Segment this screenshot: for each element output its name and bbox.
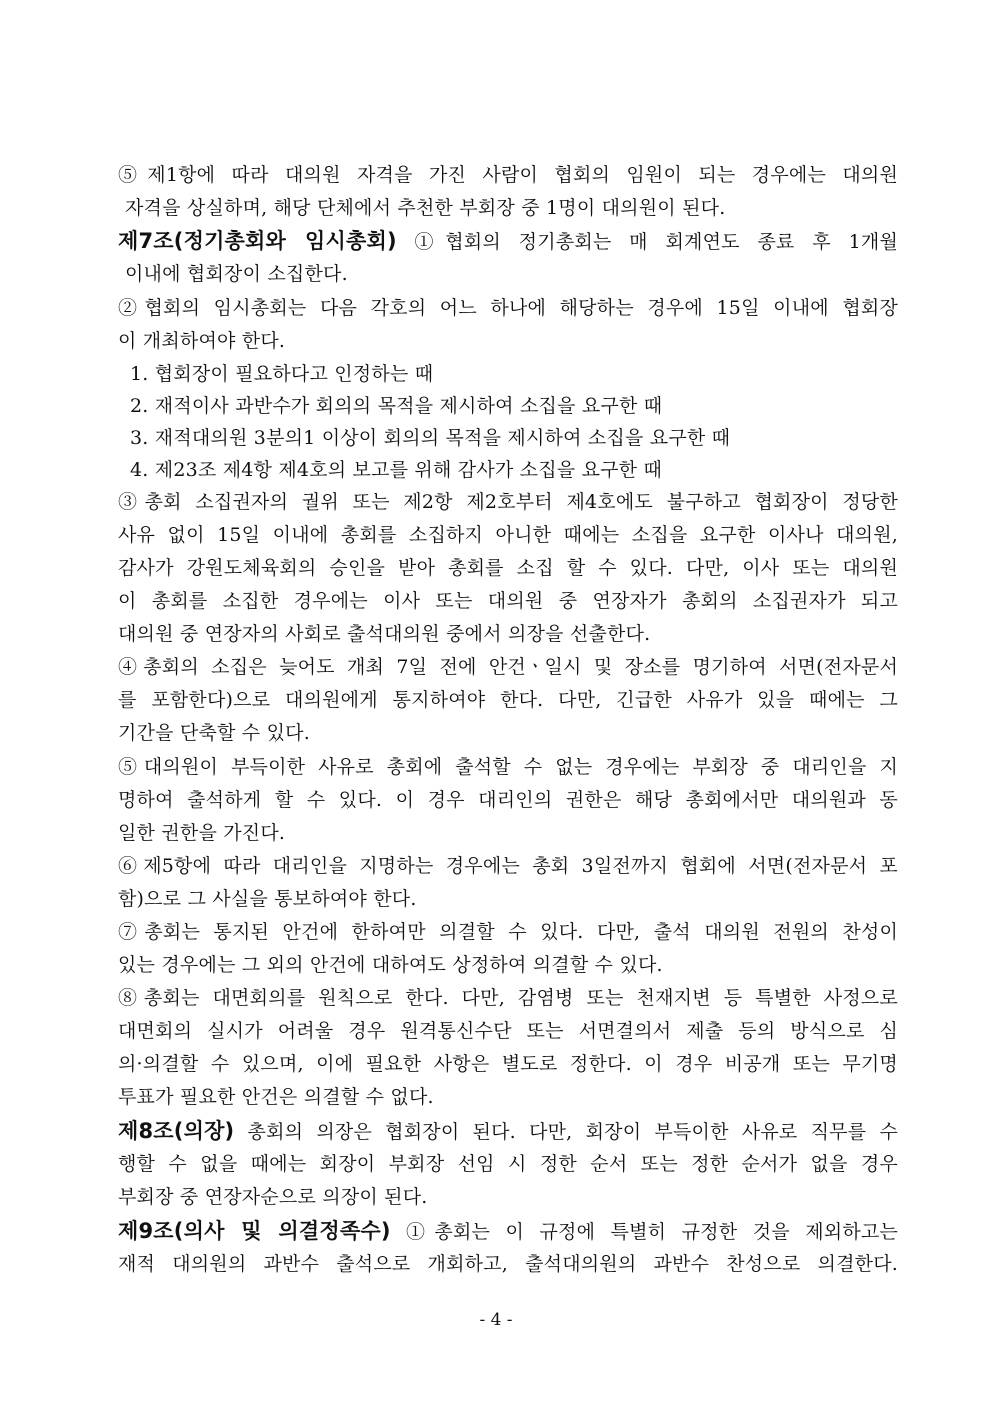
article-heading: 제9조(의사 및 의결정족수) — [118, 1219, 391, 1243]
page-number: - 4 - — [479, 1310, 513, 1330]
text-line: 사유 없이 15일 이내에 총회를 소집하지 아니한 때에는 소집을 요구한 이사나 대의원, — [118, 524, 898, 546]
text-line: ⑧총회는 대면회의를 원칙으로 한다. 다만, 감염병 또는 천재지변 등 특별한 사정으로 — [118, 987, 898, 1009]
text-line: ③총회 소집권자의 궐위 또는 제2항 제2호부터 제4호에도 불구하고 협회장이 정당한 — [118, 491, 898, 513]
text-line: ⑦총회는 통지된 안건에 한하여만 의결할 수 있다. 다만, 출석 대의원 전원의 찬성이 — [118, 921, 898, 943]
text-line: 이내에 협회장이 소집한다. — [125, 263, 348, 285]
text-line: 이 총회를 소집한 경우에는 이사 또는 대의원 중 연장자가 총회의 소집권자가 되고 — [118, 590, 898, 612]
text-line: ④총회의 소집은 늦어도 개최 7일 전에 안건ㆍ일시 및 장소를 명기하여 서면(전자문서 — [118, 656, 898, 678]
list-item: 3. 재적대의원 3분의1 이상이 회의의 목적을 제시하여 소집을 요구한 때 — [130, 427, 731, 449]
text-line: 의·의결할 수 있으며, 이에 필요한 사항은 별도로 정한다. 이 경우 비공개 또는 무기명 — [118, 1053, 898, 1075]
text-line: ⑤대의원이 부득이한 사유로 총회에 출석할 수 없는 경우에는 부회장 중 대리인을 지 — [118, 756, 898, 778]
text-line: 부회장 중 연장자순으로 의장이 된다. — [118, 1186, 428, 1208]
text-line: 재적 대의원의 과반수 출석으로 개회하고, 출석대의원의 과반수 찬성으로 의결한다. — [118, 1253, 898, 1275]
text-line: 대의원 중 연장자의 사회로 출석대의원 중에서 의장을 선출한다. — [118, 623, 651, 645]
text-line: 대면회의 실시가 어려울 경우 원격통신수단 또는 서면결의서 제출 등의 방식으로 심 — [118, 1020, 898, 1042]
text-line: 기간을 단축할 수 있다. — [118, 722, 310, 744]
text-line: 함)으로 그 사실을 통보하여야 한다. — [118, 888, 417, 910]
article-9-line: 제9조(의사 및 의결정족수) ①총회는 이 규정에 특별히 규정한 것을 제외하고는 — [118, 1219, 898, 1243]
text-line: 일한 권한을 가진다. — [118, 822, 286, 844]
text-line: 투표가 필요한 안건은 의결할 수 없다. — [118, 1086, 434, 1108]
article-heading: 제7조(정기총회와 임시총회) — [118, 229, 397, 253]
text-line: 감사가 강원도체육회의 승인을 받아 총회를 소집 할 수 있다. 다만, 이사 또는 대의원 — [118, 557, 898, 579]
text-line: 명하여 출석하게 할 수 있다. 이 경우 대리인의 권한은 해당 총회에서만 대의원과 동 — [118, 789, 898, 811]
text-line: 자격을 상실하며, 해당 단체에서 추천한 부회장 중 1명이 대의원이 된다. — [125, 197, 726, 219]
text-line: 를 포함한다)으로 대의원에게 통지하여야 한다. 다만, 긴급한 사유가 있을 때에는 그 — [118, 689, 898, 711]
article-8-line: 제8조(의장) 총회의 의장은 협회장이 된다. 다만, 회장이 부득이한 사유로 직무를 수 — [118, 1119, 898, 1143]
list-item: 1. 협회장이 필요하다고 인정하는 때 — [130, 363, 434, 385]
text-line: ⑥제5항에 따라 대리인을 지명하는 경우에는 총회 3일전까지 협회에 서면(전자문서 포 — [118, 855, 898, 877]
text-line: ②협회의 임시총회는 다음 각호의 어느 하나에 해당하는 경우에 15일 이내에 협회장 — [118, 297, 898, 319]
list-item: 4. 제23조 제4항 제4호의 보고를 위해 감사가 소집을 요구한 때 — [130, 459, 663, 481]
text-line: 있는 경우에는 그 외의 안건에 대하여도 상정하여 의결할 수 있다. — [118, 954, 663, 976]
list-item: 2. 재적이사 과반수가 회의의 목적을 제시하여 소집을 요구한 때 — [130, 395, 663, 417]
article-7-line: 제7조(정기총회와 임시총회) ①협회의 정기총회는 매 회계연도 종료 후 1개월 — [118, 229, 898, 253]
text-line: 이 개최하여야 한다. — [118, 330, 286, 352]
text-line: ⑤제1항에 따라 대의원 자격을 가진 사람이 협회의 임원이 되는 경우에는 대의원 — [118, 164, 898, 186]
article-heading: 제8조(의장) — [118, 1119, 235, 1143]
text-line: 행할 수 없을 때에는 회장이 부회장 선임 시 정한 순서 또는 정한 순서가 없을 경우 — [118, 1153, 898, 1175]
